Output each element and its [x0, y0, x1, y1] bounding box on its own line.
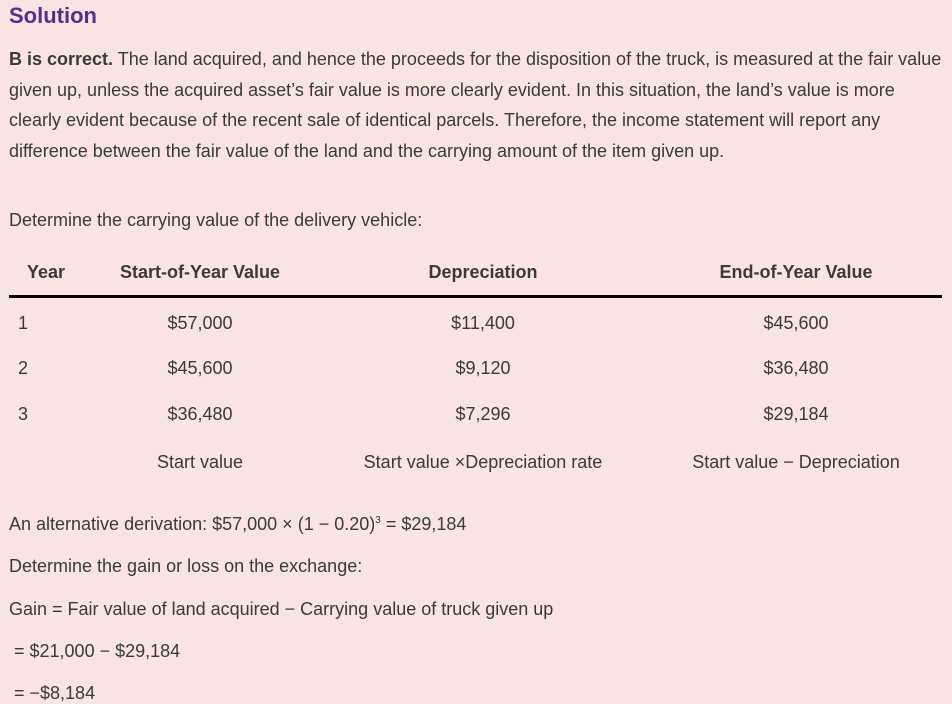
intro-text: The land acquired, and hence the proceeds for the disposition of the truck, is measured at the fair value given up, unless the acquired asset’s fair value is more clearly evident. In this situation, the land’s value is more clearly evident because of the recent sale of identical parcels. Therefore, the income statement will report any difference between the fair value of the land and the carrying amount of the item given up.	[9, 49, 942, 161]
table-cell-year: 3	[18, 404, 29, 424]
table-cell-end: $29,184	[763, 404, 829, 424]
intro-paragraph	[9, 44, 945, 166]
col-header-year: Year	[26, 262, 66, 282]
table-cell-depreciation: $11,400	[451, 313, 515, 333]
determine-carrying-text: Determine the carrying value of the delivery vehicle:	[9, 210, 423, 230]
col-header-depreciation: Depreciation	[428, 262, 538, 282]
col-header-end-value: End-of-Year Value	[719, 262, 873, 282]
table-note-depreciation: Start value ×Depreciation rate	[363, 452, 603, 472]
gain-formula: Gain = Fair value of land acquired − Carrying value of truck given up	[9, 599, 554, 619]
alternative-exponent: 3	[375, 515, 381, 526]
table-cell-depreciation: $7,296	[455, 404, 511, 424]
table-cell-start: $36,480	[167, 404, 233, 424]
correct-answer-lead: B is correct.	[9, 49, 114, 69]
table-cell-end: $45,600	[763, 313, 829, 333]
table-cell-start: $57,000	[167, 313, 233, 333]
table-cell-start: $45,600	[167, 358, 233, 378]
table-cell-year: 2	[18, 358, 29, 378]
table-header-rule	[9, 295, 942, 298]
table-note-start: Start value	[156, 452, 244, 472]
table-cell-year: 1	[18, 313, 29, 333]
alternative-suffix: = $29,184	[380, 514, 467, 534]
alternative-derivation	[9, 514, 466, 535]
gain-step-1: = $21,000 − $29,184	[9, 641, 181, 661]
solution-heading: Solution	[9, 3, 97, 28]
determine-gain-text: Determine the gain or loss on the exchange:	[9, 556, 363, 576]
alternative-prefix: An alternative derivation: $57,000 × (1 − 0.20)	[9, 514, 376, 534]
table-note-end: Start value − Depreciation	[692, 452, 900, 472]
gain-step-2: = −$8,184	[9, 683, 96, 703]
table-cell-end: $36,480	[763, 358, 829, 378]
table-cell-depreciation: $9,120	[455, 358, 511, 378]
col-header-start-value: Start-of-Year Value	[119, 262, 281, 282]
